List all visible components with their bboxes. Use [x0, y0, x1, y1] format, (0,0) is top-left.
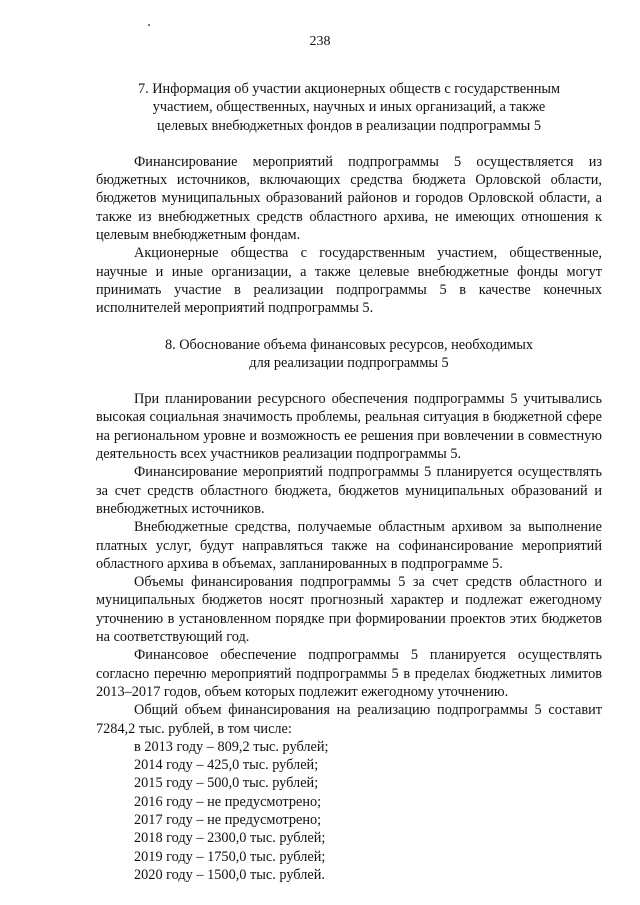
section-8-heading: [96, 336, 602, 373]
section-7-heading-line: участием, общественных, научных и иных организаций, а также: [152, 99, 546, 116]
section-8-paragraph: Общий объем финансирования на реализацию подпрограммы 5 составит 7284,2 тыс. рублей, в том числе:: [96, 702, 602, 737]
funding-year-item: 2016 году – не предусмотрено;: [134, 793, 322, 810]
section-8-heading-line: для реализации подпрограммы 5: [249, 354, 449, 371]
section-7-heading: [96, 80, 602, 135]
document-body: [96, 80, 602, 884]
funding-year-item: 2019 году – 1750,0 тыс. рублей;: [134, 848, 326, 865]
section-8-paragraph: Объемы финансирования подпрограммы 5 за счет средств областного и муниципальных бюджетов носят прогнозный характер и подлежат ежегодному уточнению в установленном порядке при формировании проектов этих бюджетов на соответствующий год.: [96, 574, 602, 646]
section-7-paragraph: Акционерные общества с государственным участием, общественные, научные и иные организации, а также целевые внебюджетные фонды могут принимать участие в реализации подпрограммы 5 в качестве конечных исполнителей мероприятий подпрограммы 5.: [96, 245, 602, 317]
scan-speck: [148, 24, 150, 26]
section-7-paragraph: Финансирование мероприятий подпрограммы 5 осуществляется из бюджетных источников, включающих средства бюджета Орловской области, бюджетов муниципальных образований районов и городов Орловской области, а также из внебюджетных средств областного архива, не имеющих отношения к целевым внебюджетным фондам.: [96, 153, 602, 244]
funding-year-item: 2015 году – 500,0 тыс. рублей;: [134, 775, 319, 792]
section-8-paragraph: Внебюджетные средства, получаемые областным архивом за выполнение платных услуг, будут направляться также на софинансирование мероприятий областного архива в объемах, запланированных в подпрограмме 5.: [96, 519, 602, 572]
section-8-paragraph: Финансирование мероприятий подпрограммы 5 планируется осуществлять за счет средств областного бюджета, бюджетов муниципальных образований и внебюджетных источников.: [96, 464, 602, 517]
funding-year-item: 2017 году – не предусмотрено;: [134, 811, 322, 828]
section-7-heading-line: 7. Информация об участии акционерных обществ с государственным: [137, 81, 561, 97]
section-7-heading-line: целевых внебюджетных фондов в реализации подпрограммы 5: [156, 117, 542, 134]
funding-year-item: 2014 году – 425,0 тыс. рублей;: [134, 757, 319, 774]
funding-by-year-list: [96, 738, 602, 884]
funding-year-item: 2018 году – 2300,0 тыс. рублей;: [134, 830, 326, 847]
funding-year-item: 2020 году – 1500,0 тыс. рублей.: [134, 866, 325, 883]
page-number: 238: [309, 34, 331, 49]
section-8-heading-line: 8. Обоснование объема финансовых ресурсов, необходимых: [164, 336, 534, 353]
funding-year-item: в 2013 году – 809,2 тыс. рублей;: [134, 738, 329, 755]
section-8-paragraph: Финансовое обеспечение подпрограммы 5 планируется осуществлять согласно перечню мероприятий подпрограммы 5 в пределах бюджетных лимитов 2013–2017 годов, объем которых подлежит ежегодному уточнению.: [96, 647, 602, 700]
section-8-paragraph: При планировании ресурсного обеспечения подпрограммы 5 учитывались высокая социальная значимость проблемы, реальная ситуация в бюджетной сфере на региональном уровне и возможность ее решения при вовлечении в совместную деятельность всех участников реализации подпрограммы 5.: [96, 391, 602, 463]
